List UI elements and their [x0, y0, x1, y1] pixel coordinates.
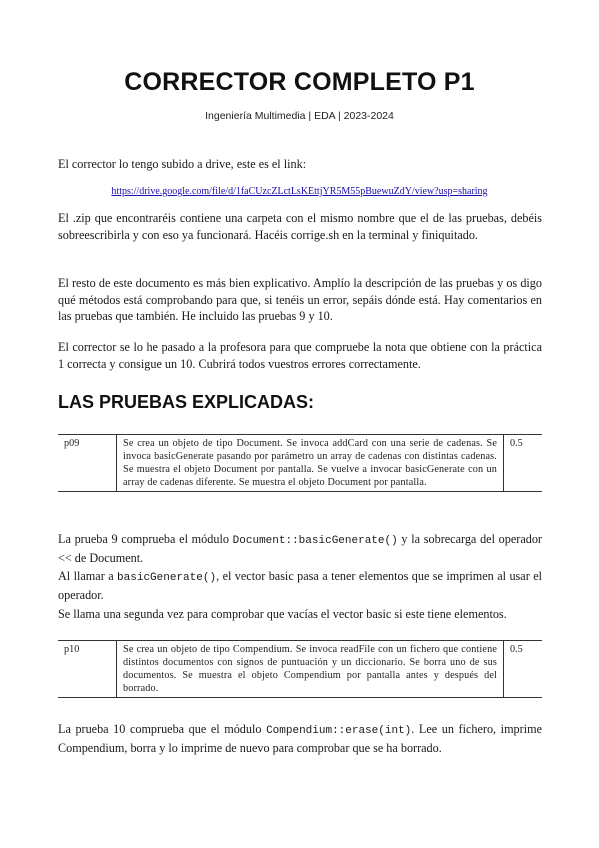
text-segment: Al llamar a	[58, 569, 118, 583]
intro-paragraph: El corrector lo tengo subido a drive, este es el link:	[58, 157, 307, 171]
corrector-paragraph: El corrector se lo he pasado a la profesora para que compruebe la nota que obtiene con la práctica 1 correcta y consigue un 10. Cubrirá todos vuestros errores correctamente.	[58, 340, 542, 371]
test-description: Se crea un objeto de tipo Document. Se invoca addCard con una serie de cadenas. Se invoca basicGenerate pasando por parámetro un array de cadenas con distintas cadenas. Se muestra el objeto Document por pantalla. Se vuelve a invocar basicGenerate con un array de cadenas diferente. Se muestra el objeto Document por pantalla.	[117, 435, 504, 492]
page-subtitle: Ingeniería Multimedia | EDA | 2023-2024	[205, 110, 394, 122]
drive-link[interactable]: https://drive.google.com/file/d/1faCUzcZLctLsKEttjYR5M55pBuewuZdY/view?usp=sharing	[111, 186, 488, 197]
text-segment: . Lee un fichero, imprime Compendium, borra y lo imprime de nuevo para comprobar que se ha borrado.	[58, 722, 542, 755]
test-id: p09	[58, 435, 117, 492]
text-segment: La prueba 10 comprueba que el módulo	[58, 722, 267, 736]
text-segment: La prueba 9 comprueba el módulo	[58, 532, 233, 546]
test-points: 0.5	[504, 641, 543, 698]
test9-paragraph-call	[58, 568, 542, 603]
test-description: Se crea un objeto de tipo Compendium. Se invoca readFile con un fichero que contiene distintos documentos con signos de puntuación y un diccionario. Se borra uno de sus documentos. Se muestra el objeto Compendium por pantalla antes y después del borrado.	[117, 641, 504, 698]
method-code: Document::basicGenerate()	[232, 535, 398, 547]
test-points: 0.5	[504, 435, 543, 492]
section-heading: LAS PRUEBAS EXPLICADAS:	[58, 392, 315, 412]
zip-paragraph: El .zip que encontraréis contiene una carpeta con el mismo nombre que el de las pruebas, debéis sobreescribirla y con eso ya funcionará. Hacéis corrige.sh en la terminal y finiquitado.	[58, 211, 542, 242]
method-code: Compendium::erase(int)	[266, 725, 412, 737]
text-segment: , el vector basic pasa a tener elementos que se imprimen al usar el operador.	[58, 569, 542, 602]
text-segment: y la sobrecarga del operador << de Document.	[58, 532, 542, 565]
test-id: p10	[58, 641, 117, 698]
test-table-p10	[58, 640, 542, 698]
test-table-p09	[58, 434, 542, 492]
test9-paragraph-second-call: Se llama una segunda vez para comprobar que vacías el vector basic si este tiene elementos.	[58, 607, 507, 621]
page-title: CORRECTOR COMPLETO P1	[124, 68, 475, 96]
test10-paragraph	[58, 721, 542, 756]
explanation-paragraph: El resto de este documento es más bien explicativo. Amplío la descripción de las pruebas y os digo qué métodos está comprobando para que, si tenéis un error, sepáis dónde está. Hay comentarios en las pruebas que también. He incluido las pruebas 9 y 10.	[58, 276, 542, 323]
test9-paragraph-method	[58, 531, 542, 566]
method-code: basicGenerate()	[117, 572, 217, 584]
